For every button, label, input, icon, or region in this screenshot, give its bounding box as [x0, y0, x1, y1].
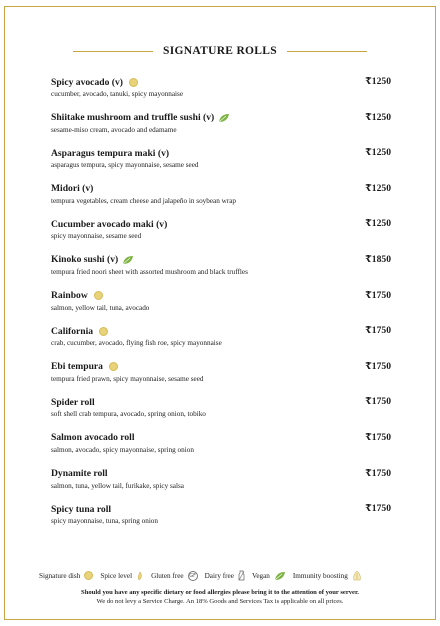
item-description: asparagus tempura, spicy mayonnaise, sesame seed	[51, 161, 199, 170]
item-price: ₹1250	[365, 111, 391, 123]
milk-bottle-icon	[238, 570, 245, 581]
legend-signature	[39, 571, 93, 580]
menu-item	[51, 75, 391, 111]
section-title: SIGNATURE ROLLS	[163, 45, 277, 57]
legend-gluten-label: Gluten free	[151, 571, 184, 580]
item-name: Ebi tempura	[51, 361, 103, 373]
item-name: California	[51, 325, 94, 337]
chili-icon	[136, 571, 144, 581]
item-description: salmon, avocado, spicy mayonnaise, spring onion	[51, 445, 194, 454]
signature-dish-icon	[99, 327, 108, 336]
item-description: soft shell crab tempura, avocado, spring onion, tobiko	[51, 410, 206, 419]
item-name: Spicy tuna roll	[51, 503, 112, 515]
menu-item	[51, 111, 391, 147]
header-rule-left	[73, 51, 153, 52]
header-rule-right	[287, 51, 367, 52]
menu-item	[51, 360, 391, 396]
menu-item	[51, 395, 391, 431]
vegan-leaf-icon	[218, 113, 230, 123]
menu-items-list	[51, 75, 391, 538]
menu-item	[51, 253, 391, 289]
signature-dish-icon	[129, 78, 138, 87]
item-name: Rainbow	[51, 290, 88, 302]
legend-gluten	[151, 571, 198, 581]
item-price: ₹1750	[365, 360, 391, 372]
legend-spice-label: Spice level	[100, 571, 133, 580]
signature-dish-icon	[84, 571, 93, 580]
tax-notice: We do not levy a Service Charge. An 18% Goods and Services Tax is applicable on all prices.	[96, 598, 344, 605]
vegan-leaf-icon	[274, 571, 286, 581]
menu-item	[51, 324, 391, 360]
item-name: Cucumber avocado maki (v)	[51, 218, 168, 230]
gluten-free-icon	[188, 571, 198, 581]
menu-item	[51, 502, 391, 538]
item-price: ₹1750	[365, 289, 391, 301]
legend-vegan	[252, 571, 286, 581]
menu-item	[51, 467, 391, 503]
item-price: ₹1850	[365, 253, 391, 265]
item-description: crab, cucumber, avocado, flying fish roe, spicy mayonnaise	[51, 339, 222, 348]
item-description: cucumber, avocado, tanuki, spicy mayonnaise	[51, 90, 184, 98]
item-name: Spider roll	[51, 396, 95, 408]
item-price: ₹1250	[365, 147, 391, 159]
item-price: ₹1250	[365, 218, 391, 230]
item-name: Shiitake mushroom and truffle sushi (v)	[51, 112, 215, 124]
item-price: ₹1750	[365, 396, 391, 408]
item-name: Asparagus tempura maki (v)	[51, 147, 170, 159]
item-price: ₹1750	[365, 431, 391, 443]
item-description: tempura fried prawn, spicy mayonnaise, sesame seed	[51, 374, 204, 383]
item-price: ₹1250	[365, 76, 391, 87]
gluten-free-icon-text: GF	[189, 572, 196, 579]
item-description: tempura fried noori sheet with assorted mushroom and black truffles	[51, 267, 248, 276]
menu-item	[51, 217, 391, 253]
item-price: ₹1750	[365, 503, 391, 515]
item-name: Midori (v)	[51, 183, 94, 195]
footer	[5, 588, 435, 606]
menu-item	[51, 182, 391, 218]
allergy-notice: Should you have any specific dietary or food allergies please bring it to the attention of your server.	[81, 589, 359, 596]
item-name: Spicy avocado (v)	[51, 76, 123, 88]
dietary-legend	[39, 570, 419, 581]
menu-page	[4, 6, 436, 620]
item-name: Salmon avocado roll	[51, 432, 135, 444]
item-name: Dynamite roll	[51, 468, 108, 480]
legend-dairy	[205, 570, 245, 581]
legend-immunity-label: Immunity boosting	[292, 571, 348, 580]
item-description: tempura vegetables, cream cheese and jalapeño in soybean wrap	[51, 196, 236, 205]
immunity-icon	[352, 570, 362, 581]
vegan-leaf-icon	[122, 255, 134, 265]
item-price: ₹1750	[365, 467, 391, 479]
section-header	[5, 45, 435, 57]
item-name: Kinoko sushi (v)	[51, 254, 119, 266]
menu-item	[51, 146, 391, 182]
menu-item	[51, 289, 391, 325]
item-price: ₹1250	[365, 182, 391, 194]
legend-vegan-label: Vegan	[251, 571, 270, 580]
signature-dish-icon	[94, 291, 103, 300]
item-price: ₹1750	[365, 325, 391, 337]
item-description: spicy mayonnaise, sesame seed	[51, 232, 142, 241]
legend-signature-label: Signature dish	[39, 571, 81, 580]
menu-item	[51, 431, 391, 467]
legend-spice	[100, 571, 144, 581]
item-description: sesame-miso cream, avocado and edamame	[51, 125, 177, 134]
signature-dish-icon	[109, 362, 118, 371]
item-description: salmon, yellow tail, tuna, avocado	[51, 303, 150, 312]
item-description: spicy mayonnaise, tuna, spring onion	[51, 517, 158, 526]
item-description: salmon, tuna, yellow tail, furikake, spicy salsa	[51, 481, 184, 490]
legend-immunity	[293, 570, 362, 581]
legend-dairy-label: Dairy free	[204, 571, 234, 580]
